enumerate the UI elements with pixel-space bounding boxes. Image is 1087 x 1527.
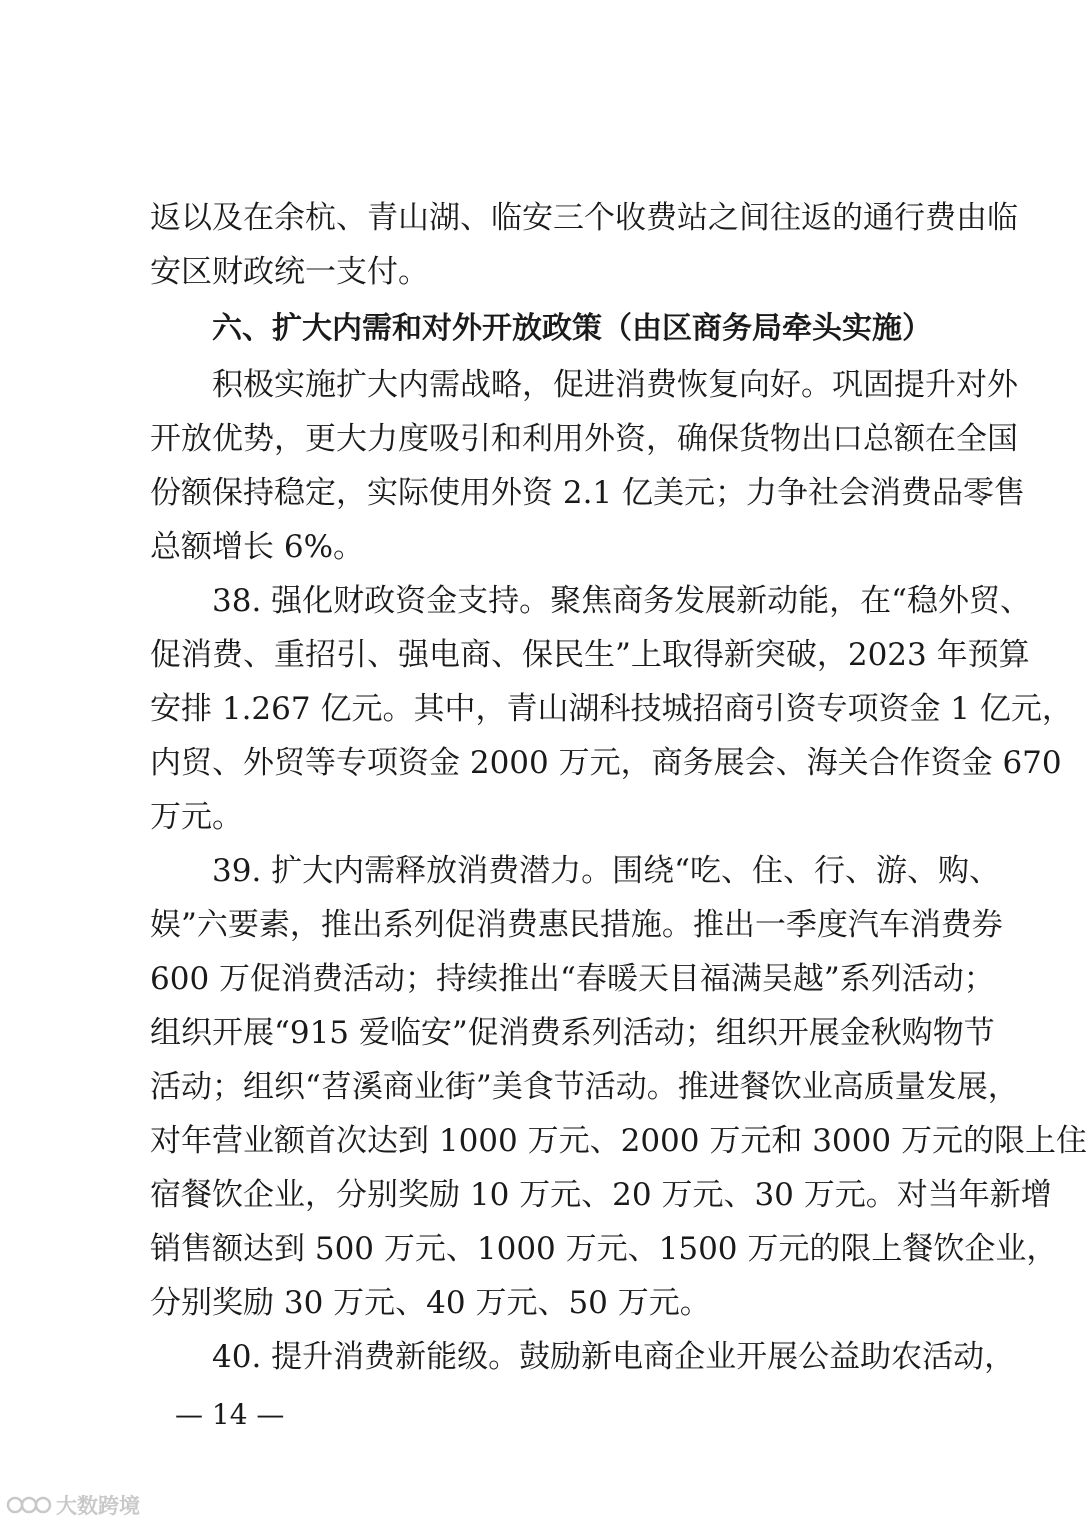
- body-text-line: 积极实施扩大内需战略，促进消费恢复向好。巩固提升对外: [212, 367, 1018, 403]
- body-text-line: 安排 1.267 亿元。其中，青山湖科技城招商引资专项资金 1 亿元，: [150, 691, 1073, 727]
- body-text-line: 40. 提升消费新能级。鼓励新电商企业开展公益助农活动，: [212, 1339, 1016, 1375]
- body-text-line: 38. 强化财政资金支持。聚焦商务发展新动能，在“稳外贸、: [212, 583, 1031, 619]
- body-text-line: 600 万促消费活动；持续推出“春暖天目福满吴越”系列活动；: [150, 961, 995, 997]
- body-text-line: 开放优势，更大力度吸引和利用外资，确保货物出口总额在全国: [150, 421, 1018, 457]
- body-text-line: 对年营业额首次达到 1000 万元、2000 万元和 3000 万元的限上住: [150, 1123, 1087, 1159]
- body-text-line: 份额保持稳定，实际使用外资 2.1 亿美元；力争社会消费品零售: [150, 475, 1026, 511]
- body-text-line: 促消费、重招引、强电商、保民生”上取得新突破，2023 年预算: [150, 637, 1030, 673]
- body-text-line: 万元。: [150, 799, 243, 835]
- page-number: — 14 —: [175, 1398, 285, 1431]
- body-text-line: 39. 扩大内需释放消费潜力。围绕“吃、住、行、游、购、: [212, 853, 1000, 889]
- body-text-line: 返以及在余杭、青山湖、临安三个收费站之间往返的通行费由临: [150, 200, 1018, 236]
- body-text-line: 销售额达到 500 万元、1000 万元、1500 万元的限上餐饮企业，: [150, 1231, 1058, 1267]
- body-text-line: 总额增长 6%。: [150, 529, 365, 565]
- body-text-line: 安区财政统一支付。: [150, 254, 429, 290]
- body-text-line: 活动；组织“苕溪商业街”美食节活动。推进餐饮业高质量发展，: [150, 1069, 1019, 1105]
- watermark-logo-icon: [6, 1493, 52, 1517]
- body-text-line: 宿餐饮企业，分别奖励 10 万元、20 万元、30 万元。对当年新增: [150, 1177, 1052, 1213]
- body-text-line: 组织开展“915 爱临安”促消费系列活动；组织开展金秋购物节: [150, 1015, 995, 1051]
- body-text-line: 内贸、外贸等专项资金 2000 万元，商务展会、海关合作资金 670: [150, 745, 1062, 781]
- body-text-line: 分别奖励 30 万元、40 万元、50 万元。: [150, 1285, 711, 1321]
- section-heading: 六、扩大内需和对外开放政策（由区商务局牵头实施）: [212, 311, 932, 346]
- body-text-line: 娱”六要素，推出系列促消费惠民措施。推出一季度汽车消费券: [150, 907, 1003, 943]
- watermark: [6, 1490, 140, 1520]
- watermark-text: 大数跨境: [56, 1494, 140, 1518]
